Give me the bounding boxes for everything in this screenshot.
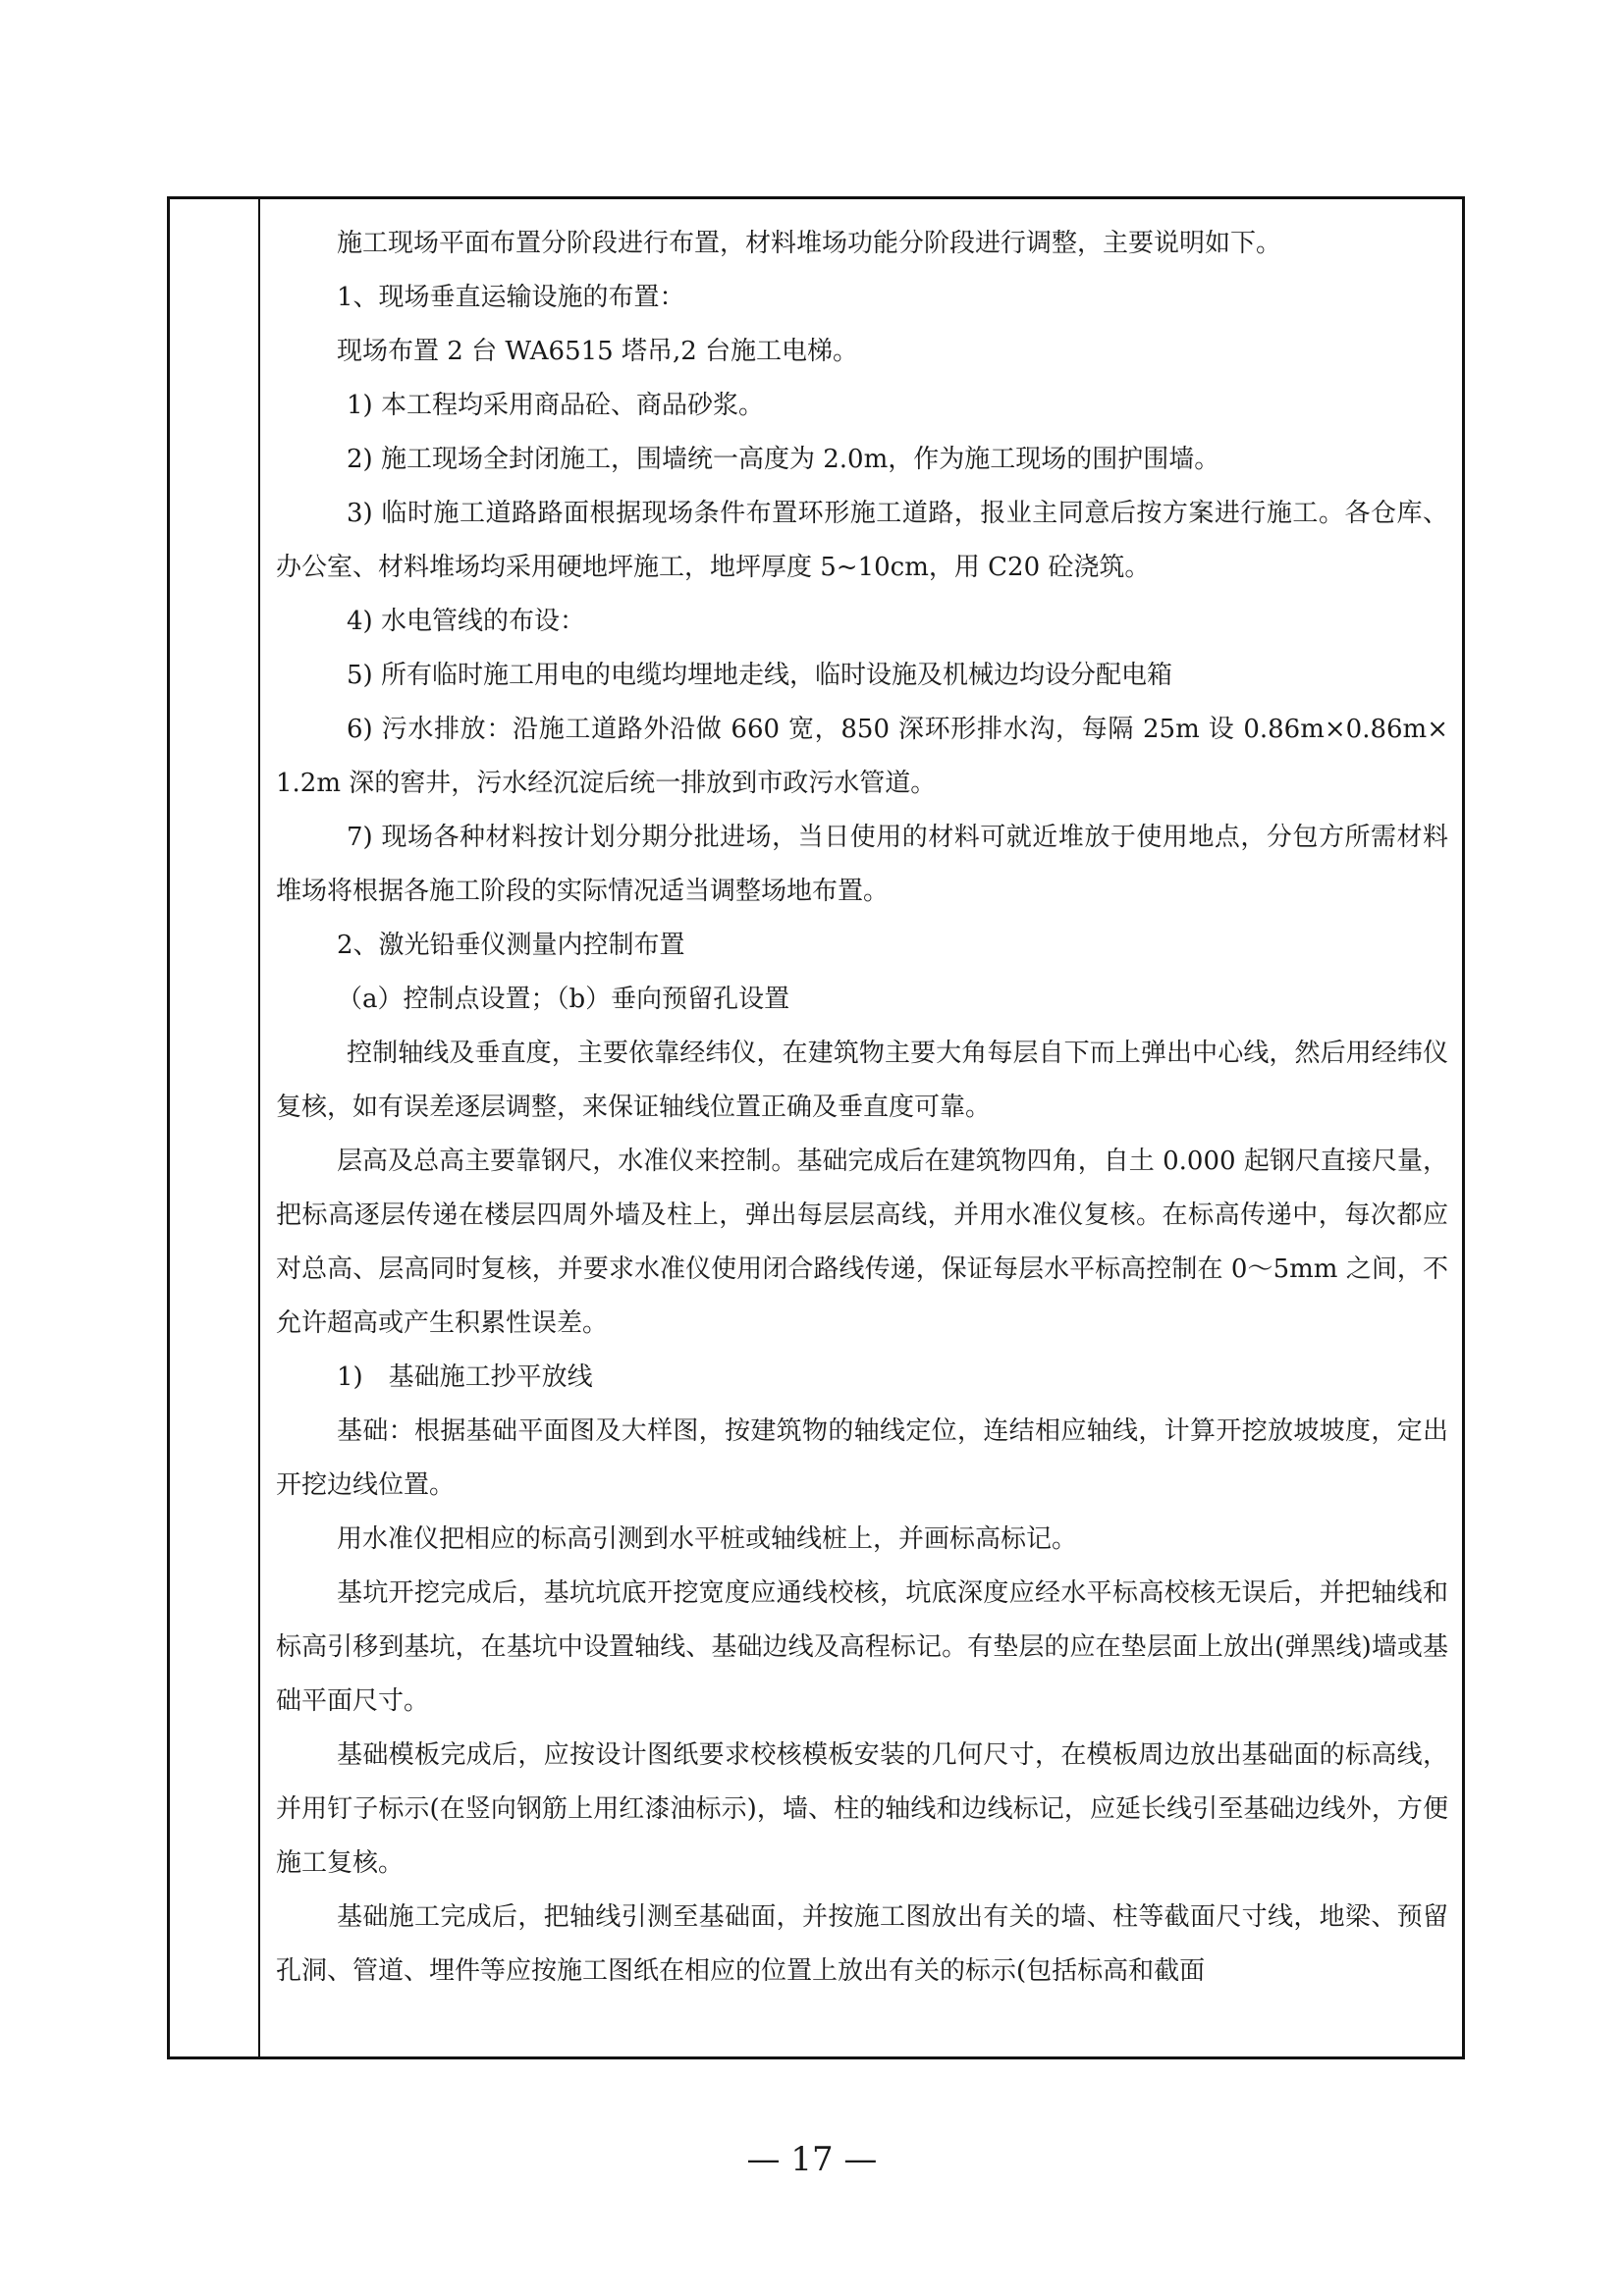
list-item-2: 2) 施工现场全封闭施工，围墙统一高度为 2.0m，作为施工现场的围护围墙。 — [347, 445, 1220, 474]
list-item-7: 7) 现场各种材料按计划分期分批进场，当日使用的材料可就近堆放于使用地点，分包方所需材料堆场将根据各施工阶段的实际情况适当调整场地布置。 — [276, 823, 1448, 906]
sub-heading-foundation-leveling: 1) 基础施工抄平放线 — [337, 1362, 593, 1392]
paragraph-pit-excavation: 基坑开挖完成后，基坑坑底开挖宽度应通线校核，坑底深度应经水平标高校核无误后，并把轴线和标高引移到基坑，在基坑中设置轴线、基础边线及高程标记。有垫层的应在垫层面上放出(弹黑线)墙或基础平面尺寸。 — [276, 1578, 1448, 1716]
paragraph-level-instrument: 用水准仪把相应的标高引测到水平桩或轴线桩上，并画标高标记。 — [337, 1524, 1078, 1554]
section-heading-laser-plumb: 2、激光铅垂仪测量内控制布置 — [337, 931, 685, 960]
paragraph-elevation-control: 层高及总高主要靠钢尺，水准仪来控制。基础完成后在建筑物四角，自土 0.000 起钢尺直接尺量，把标高逐层传递在楼层四周外墙及柱上，弹出每层层高线，并用水准仪复核。在标高传递中，每次都应对总高、层高同时复核，并要求水准仪使用闭合路线传递，保证每层水平标高控制在 0～5mm 之间，不允许超高或产生积累性误差。 — [276, 1147, 1448, 1338]
paragraph-axis-control: 控制轴线及垂直度，主要依靠经纬仪，在建筑物主要大角每层自下而上弹出中心线，然后用经纬仪复核，如有误差逐层调整，来保证轴线位置正确及垂直度可靠。 — [276, 1039, 1448, 1122]
section-heading-vertical-transport: 1、现场垂直运输设施的布置： — [337, 283, 685, 312]
paragraph-tower-cranes: 现场布置 2 台 WA6515 塔吊,2 台施工电梯。 — [337, 337, 859, 366]
sub-heading-control-points: （a）控制点设置；（b）垂向预留孔设置 — [337, 985, 790, 1014]
document-body — [262, 199, 1462, 2056]
page-number: — 17 — — [746, 2140, 878, 2179]
list-item-4: 4) 水电管线的布设： — [347, 607, 585, 636]
paragraph-intro: 施工现场平面布置分阶段进行布置，材料堆场功能分阶段进行调整，主要说明如下。 — [337, 229, 1282, 258]
list-item-5: 5) 所有临时施工用电的电缆均埋地走线，临时设施及机械边均设分配电箱 — [347, 661, 1172, 690]
paragraph-foundation: 基础：根据基础平面图及大样图，按建筑物的轴线定位，连结相应轴线，计算开挖放坡坡度，定出开挖边线位置。 — [276, 1416, 1448, 1500]
list-item-6: 6) 污水排放：沿施工道路外沿做 660 宽，850 深环形排水沟，每隔 25m 设 0.86m×0.86m×1.2m 深的窖井，污水经沉淀后统一排放到市政污水管道。 — [276, 715, 1448, 798]
paragraph-foundation-complete: 基础施工完成后，把轴线引测至基础面，并按施工图放出有关的墙、柱等截面尺寸线，地梁、预留孔洞、管道、埋件等应按施工图纸在相应的位置上放出有关的标示(包括标高和截面 — [276, 1902, 1448, 1986]
document-frame — [167, 196, 1465, 2059]
list-item-3: 3) 临时施工道路路面根据现场条件布置环形施工道路，报业主同意后按方案进行施工。各仓库、办公室、材料堆场均采用硬地坪施工，地坪厚度 5~10cm，用 C20 砼浇筑。 — [276, 499, 1448, 582]
paragraph-foundation-formwork: 基础模板完成后，应按设计图纸要求校核模板安装的几何尺寸，在模板周边放出基础面的标高线，并用钉子标示(在竖向钢筋上用红漆油标示)，墙、柱的轴线和边线标记，应延长线引至基础边线外，方便施工复核。 — [276, 1740, 1448, 1878]
list-item-1: 1) 本工程均采用商品砼、商品砂浆。 — [347, 391, 764, 420]
left-label-column — [170, 199, 260, 2056]
